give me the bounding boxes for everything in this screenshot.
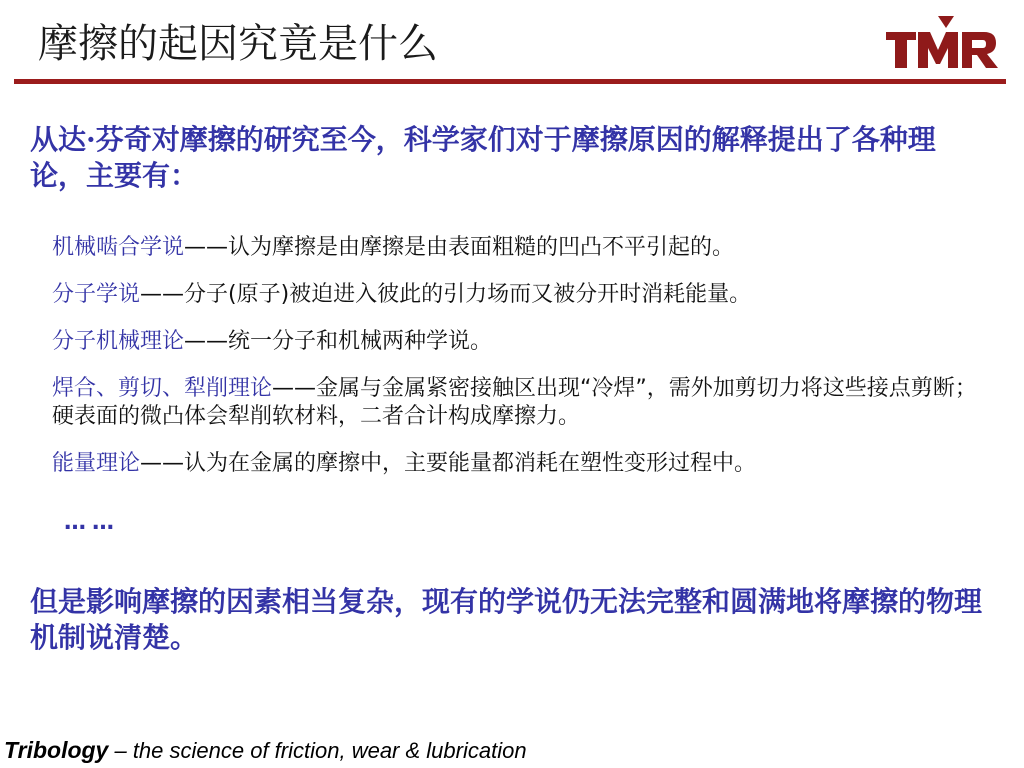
footer-tagline — [4, 736, 527, 765]
slide-title: 摩擦的起因究竟是什么 — [38, 21, 438, 67]
footer-brand: Tribology — [4, 737, 109, 763]
theory-item — [52, 281, 977, 309]
theory-dash: —— — [184, 235, 229, 260]
theory-item — [52, 375, 977, 431]
theory-item — [52, 234, 977, 262]
theory-dash: —— — [140, 282, 185, 307]
theory-name: 焊合、剪切、犁削理论 — [52, 376, 273, 401]
intro-paragraph: 从达·芬奇对摩擦的研究至今，科学家们对于摩擦原因的解释提出了各种理论，主要有： — [30, 123, 936, 192]
title-divider — [14, 79, 1006, 84]
theory-text: 金属与金属紧密接触区出现“冷焊”，需外加剪切力将这些接点剪断；硬表面的微凸体会犁削软材料，二者合计构成摩擦力。 — [52, 376, 977, 429]
theory-text: 认为摩擦是由摩擦是由表面粗糙的凹凸不平引起的。 — [228, 235, 735, 260]
theory-name: 分子机械理论 — [52, 329, 185, 354]
svg-text:TMR: TMR — [884, 14, 887, 15]
theory-item — [52, 328, 977, 356]
ellipsis: …… — [64, 510, 120, 535]
theory-text: 认为在金属的摩擦中，主要能量都消耗在塑性变形过程中。 — [184, 451, 757, 476]
theory-text: 统一分子和机械两种学说。 — [228, 329, 493, 354]
tmr-logo — [884, 14, 1000, 72]
theory-name: 能量理论 — [52, 451, 141, 476]
theory-name: 机械啮合学说 — [52, 235, 185, 260]
theory-name: 分子学说 — [52, 282, 141, 307]
theory-dash: —— — [140, 451, 185, 476]
theory-text: 分子(原子)被迫进入彼此的引力场而又被分开时消耗能量。 — [184, 282, 752, 307]
theory-dash: —— — [184, 329, 229, 354]
footer-text: – the science of friction, wear & lubrication — [108, 738, 527, 763]
conclusion-paragraph: 但是影响摩擦的因素相当复杂，现有的学说仍无法完整和圆满地将摩擦的物理机制说清楚。 — [30, 585, 983, 654]
theory-dash: —— — [272, 376, 317, 401]
theory-list — [52, 234, 977, 497]
theory-item — [52, 450, 977, 478]
